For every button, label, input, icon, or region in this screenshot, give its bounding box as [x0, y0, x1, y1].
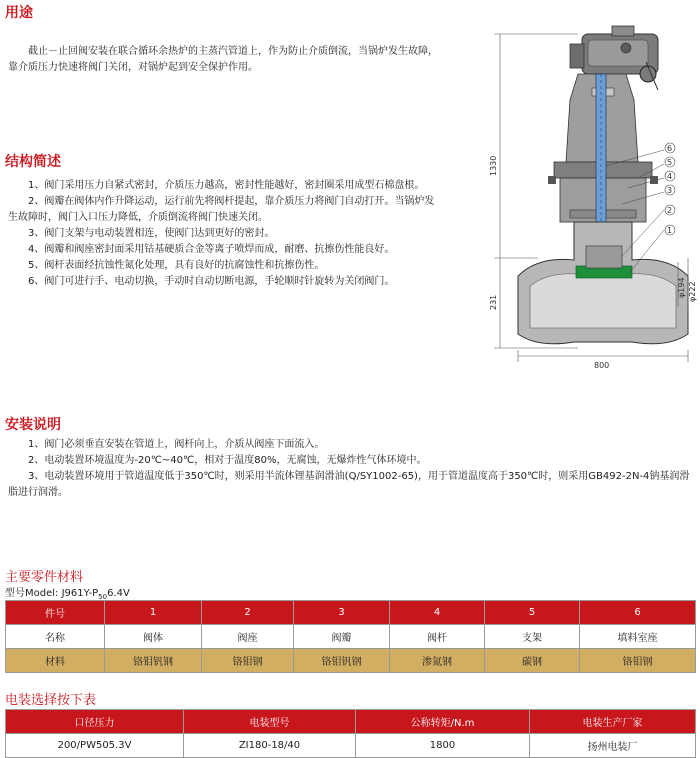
structure-item-5: 5、阀杆表面经抗蚀性氮化处理，具有良好的抗腐蚀性和抗擦伤性。 — [28, 260, 325, 271]
parts-material-cell: 铬钼钢 — [202, 649, 294, 673]
usage-text: 截止－止回阀安装在联合循环余热炉的主蒸汽管道上，作为防止介质倒流，当锅炉发生故障，靠介质压力快速将阀门关闭，对锅炉起到安全保护作用。 — [8, 46, 438, 73]
parts-header-cell: 6 — [580, 601, 696, 625]
structure-item-3: 3、阀门支架与电动装置相连，使阀门达到更好的密封。 — [28, 228, 275, 239]
install-item-1: 1、阀门必须垂直安装在管道上，阀杆向上，介质从阀座下面流入。 — [28, 439, 325, 450]
model-label — [5, 584, 130, 601]
usage-title: 用途 — [5, 5, 33, 21]
electric-title: 电装选择按下表 — [5, 693, 97, 708]
svg-text:3: 3 — [667, 186, 673, 195]
install-title: 安装说明 — [5, 417, 61, 433]
valve-drawing — [478, 4, 696, 374]
dim-phi194: φ194 — [677, 277, 686, 298]
svg-text:4: 4 — [667, 172, 673, 181]
electric-cell: 扬州电装厂 — [530, 734, 696, 758]
parts-name-cell: 阀杆 — [390, 625, 485, 649]
parts-header-cell: 4 — [390, 601, 485, 625]
parts-name-cell: 阀座 — [202, 625, 294, 649]
install-list — [8, 437, 696, 501]
parts-material-cell: 铬钼钢 — [580, 649, 696, 673]
electric-header-cell: 公称转矩/N.m — [356, 710, 530, 734]
parts-material-row — [6, 649, 696, 673]
electric-cell: 1800 — [356, 734, 530, 758]
electric-cell: ZI180-18/40 — [184, 734, 356, 758]
valve-disc — [586, 246, 622, 268]
parts-material-cell: 材料 — [6, 649, 105, 673]
parts-header-cell: 1 — [105, 601, 202, 625]
structure-item-6: 6、阀门可进行手、电动切换，手动时自动切断电源，手轮顺时针旋转为关闭阀门。 — [28, 276, 395, 287]
model-sub: 50 — [98, 593, 108, 601]
dim-bottom: 231 — [489, 294, 498, 310]
parts-title: 主要零件材料 — [5, 570, 84, 585]
electric-data-row — [6, 734, 696, 758]
parts-name-cell: 阀体 — [105, 625, 202, 649]
structure-item-4: 4、阀瓣和阀座密封面采用钴基硬质合金等离子喷焊而成，耐磨、抗擦伤性能良好。 — [28, 244, 395, 255]
parts-table — [5, 600, 696, 673]
valve-body — [518, 222, 688, 344]
electric-header-cell: 电装生产厂家 — [530, 710, 696, 734]
parts-material-cell: 碳钢 — [485, 649, 580, 673]
parts-name-row — [6, 625, 696, 649]
dim-height: 1330 — [489, 155, 498, 176]
parts-header-cell: 件号 — [6, 601, 105, 625]
parts-header-cell: 2 — [202, 601, 294, 625]
install-item-2: 2、电动装置环境温度为-20℃~40℃，相对于温度80%，无腐蚀，无爆炸性气体环境中。 — [28, 455, 427, 466]
structure-item-2: 2、阀瓣在阀体内作升降运动，运行前先将阀杆提起，靠介质压力将阀门自动打开。当锅炉发生故障时，阀门入口压力降低，介质倒流将阀门快速关闭。 — [8, 196, 435, 223]
parts-material-cell: 铬钼钒钢 — [105, 649, 202, 673]
electric-cell: 200/PW505.3V — [6, 734, 184, 758]
parts-material-cell: 渗氮钢 — [390, 649, 485, 673]
dim-phi222: φ222 — [688, 281, 697, 302]
electric-header-row — [6, 710, 696, 734]
parts-name-cell: 支架 — [485, 625, 580, 649]
electric-header-cell: 口径压力 — [6, 710, 184, 734]
parts-name-cell: 填料室座 — [580, 625, 696, 649]
parts-material-cell: 铬钼钒钢 — [294, 649, 390, 673]
svg-text:6: 6 — [667, 144, 673, 153]
parts-header-cell: 3 — [294, 601, 390, 625]
structure-item-1: 1、阀门采用压力自紧式密封，介质压力越高，密封性能越好，密封圈采用成型石棉盘根。 — [28, 180, 425, 191]
svg-text:2: 2 — [667, 206, 673, 215]
structure-title: 结构简述 — [5, 154, 61, 170]
dim-width: 800 — [594, 361, 610, 370]
model-prefix: 型号Model: J961Y-P — [5, 588, 99, 599]
electric-header-cell: 电装型号 — [184, 710, 356, 734]
structure-list — [8, 178, 444, 290]
parts-header-cell: 5 — [485, 601, 580, 625]
parts-name-cell: 阀瓣 — [294, 625, 390, 649]
parts-name-cell: 名称 — [6, 625, 105, 649]
svg-text:5: 5 — [667, 158, 673, 167]
parts-header-row — [6, 601, 696, 625]
model-tail: 6.4V — [107, 588, 130, 599]
svg-text:1: 1 — [667, 226, 673, 235]
install-item-3: 3、电动装置环境用于管道温度低于350℃时，则采用半流体锂基润滑油(Q/SY1002-65)，用于管道温度高于350℃时，则采用GB492-2N-4钠基润滑脂进行润滑。 — [8, 471, 690, 498]
electric-table — [5, 709, 696, 758]
